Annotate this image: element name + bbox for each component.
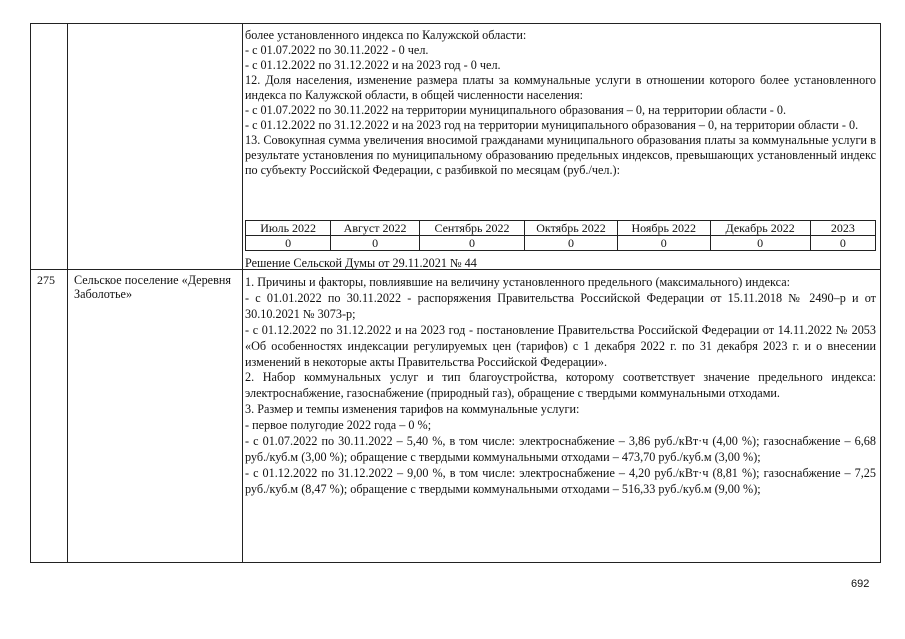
document-table: [30, 23, 881, 563]
row-number: 275: [37, 273, 55, 287]
month-value: 0: [710, 236, 810, 251]
text-line: 2. Набор коммунальных услуг и тип благоустройства, которому соответствует значение предельного индекса: электроснабжение, газоснабжение (природный газ), обращение с твердыми коммунальными отходами.: [245, 370, 876, 401]
month-value: 0: [617, 236, 710, 251]
municipality-name: Сельское поселение «Деревня Заболотье»: [74, 273, 231, 301]
month-header: Август 2022: [331, 221, 419, 236]
month-value: 0: [246, 236, 331, 251]
month-header: Ноябрь 2022: [617, 221, 710, 236]
months-table: [245, 220, 876, 251]
months-value-row: [246, 236, 876, 251]
page-number: 692: [851, 578, 870, 590]
upper-cell-text: [245, 28, 876, 178]
month-header: Декабрь 2022: [710, 221, 810, 236]
month-value: 0: [419, 236, 524, 251]
month-header: Июль 2022: [246, 221, 331, 236]
text-line: - с 01.12.2022 по 31.12.2022 – 9,00 %, в том числе: электроснабжение – 4,20 руб./кВт·ч (8,81 %); газоснабжение – 7,25 руб./куб.м (8,47 %); обращение с твердыми коммунальными отходами – 516,33 руб./куб.м (9,00 %);: [245, 465, 876, 496]
column-divider: [67, 24, 68, 562]
row-275-text: [245, 275, 876, 498]
text-line: 13. Совокупная сумма увеличения вносимой гражданами муниципального образования платы за коммунальные услуги в результате установления по муниципальному образованию предельных индексов, превышающих установленный индекс по субъекту Российской Федерации, с разбивкой по месяцам (руб./чел.):: [245, 133, 876, 177]
text-line: - с 01.12.2022 по 31.12.2022 и на 2023 год на территории муниципального образования – 0, на территории области - 0.: [245, 118, 859, 132]
column-divider: [242, 24, 243, 562]
decision-line: Решение Сельской Думы от 29.11.2021 № 44: [245, 256, 477, 270]
month-value: 0: [810, 236, 875, 251]
month-value: 0: [331, 236, 419, 251]
text-line: 3. Размер и темпы изменения тарифов на коммунальные услуги:: [245, 402, 580, 417]
month-value: 0: [525, 236, 618, 251]
text-line: - с 01.01.2022 по 30.11.2022 - распоряжения Правительства Российской Федерации от 15.11.2018 № 2490–р и от 30.10.2021 № 3073-р;: [245, 290, 876, 321]
text-line: - с 01.12.2022 по 31.12.2022 и на 2023 год - 0 чел.: [245, 58, 501, 72]
text-line: - с 01.07.2022 по 30.11.2022 - 0 чел.: [245, 43, 429, 57]
text-line: - первое полугодие 2022 года – 0 %;: [245, 418, 432, 433]
text-line: 1. Причины и факторы, повлиявшие на величину установленного предельного (максимального) индекса:: [245, 275, 791, 289]
month-header: Сентябрь 2022: [419, 221, 524, 236]
text-line: - с 01.07.2022 по 30.11.2022 – 5,40 %, в том числе: электроснабжение – 3,86 руб./кВт·ч (4,00 %); газоснабжение – 6,68 руб./куб.м (3,00 %); обращение с твердыми коммунальными отходами – 473,70 руб./куб.м (3,00 %);: [245, 434, 876, 464]
month-header: 2023: [810, 221, 875, 236]
text-line: - с 01.07.2022 по 30.11.2022 на территории муниципального образования – 0, на территории области - 0.: [245, 103, 787, 117]
month-header: Октябрь 2022: [525, 221, 618, 236]
months-header-row: [246, 221, 876, 236]
text-line: 12. Доля населения, изменение размера платы за коммунальные услуги в отношении которого более установленного индекса по Калужской области, в общей численности населения:: [245, 73, 876, 102]
text-line: - с 01.12.2022 по 31.12.2022 и на 2023 год - постановление Правительства Российской Федерации от 14.11.2022 № 2053 «Об особенностях индексации регулируемых цен (тарифов) с 1 декабря 2022 г. по 31 декабря 2023 г. и о внесении изменений в некоторые акты Правительства Российской Федерации».: [245, 322, 876, 369]
text-line: более установленного индекса по Калужской области:: [245, 28, 527, 42]
